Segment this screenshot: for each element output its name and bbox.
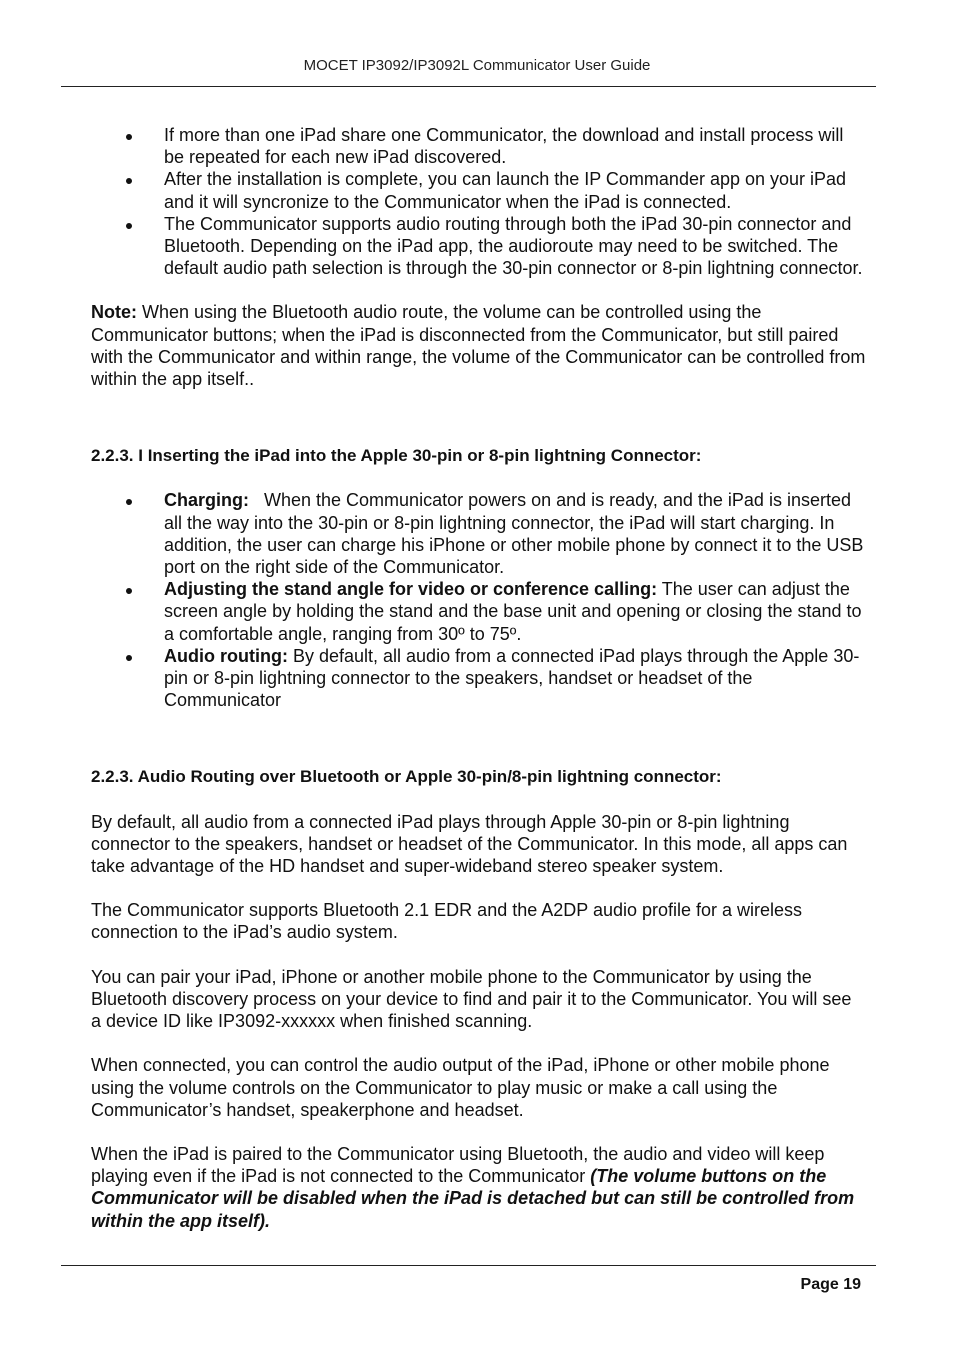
list-item xyxy=(91,578,866,645)
section-heading-audio-routing: 2.2.3. Audio Routing over Bluetooth or Apple 30-pin/8-pin lightning connector: xyxy=(91,767,722,787)
document-header-title: MOCET IP3092/IP3092L Communicator User Guide xyxy=(303,57,651,74)
body-paragraph: The Communicator supports Bluetooth 2.1 EDR and the A2DP audio profile for a wireless connection to the iPad’s audio system. xyxy=(91,900,803,943)
note-text: When using the Bluetooth audio route, the volume can be controlled using the Communicator buttons; when the iPad is disconnected from the Communicator, but still paired with the Communicator and within range, the volume of the Communicator can be controlled from within the app itself.. xyxy=(91,302,866,390)
section-heading-inserting: 2.2.3. I Inserting the iPad into the Apple 30-pin or 8-pin lightning Connector: xyxy=(91,446,702,466)
list-item: After the installation is complete, you can launch the IP Commander app on your iPad and it will syncronize to the Communicator when the iPad is connected. xyxy=(91,168,866,212)
item-text: When the Communicator powers on and is ready, and the iPad is inserted all the way into the 30-pin or 8-pin lightning connector, the iPad will start charging. In addition, the user can charge his iPhone or other mobile phone by connect it to the USB port on the right side of the Communicator. xyxy=(164,490,869,578)
paragraph-text: When the iPad is paired to the Communicator using Bluetooth, the audio and video will keep playing even if the iPad is not connected to the Communicator xyxy=(91,1143,825,1187)
page-number: Page 19 xyxy=(800,1276,861,1293)
note-label: Note: xyxy=(91,302,137,323)
body-paragraph: By default, all audio from a connected iPad plays through Apple 30-pin or 8-pin lightning connector to the speakers, handset or headset of the Communicator. In this mode, all apps can take advantage of the HD handset and super-wideband stereo speaker system. xyxy=(91,811,848,877)
inserting-bullet-list xyxy=(91,489,869,711)
header-rule xyxy=(61,86,876,87)
body-paragraph: You can pair your iPad, iPhone or another mobile phone to the Communicator by using the Bluetooth discovery process on your device to find and pair it to the Communicator. You will see a device ID like IP3092-xxxxxx when finished scanning. xyxy=(91,966,852,1032)
body-paragraph: When connected, you can control the audio output of the iPad, iPhone or other mobile phone using the volume controls on the Communicator to play music or make a call using the Communicator’s handset, speakerphone and headset. xyxy=(91,1055,830,1120)
note-paragraph xyxy=(91,301,866,390)
body-paragraph xyxy=(91,1143,866,1232)
emphasis-text: (The volume buttons on the Communicator will be disabled when the iPad is detached but can still be controlled from within the app itself). xyxy=(91,1166,855,1231)
list-item: The Communicator supports audio routing through both the iPad 30-pin connector and Bluetooth. Depending on the iPad app, the audioroute may need to be switched. The default audio path selection is through the 30-pin connector or 8-pin lightning connector. xyxy=(91,213,866,280)
list-item xyxy=(91,489,869,578)
page-body xyxy=(91,124,869,1232)
item-text: By default, all audio from a connected iPad plays through the Apple 30-pin or 8-pin lightning connector to the speakers, handset or headset of the Communicator xyxy=(164,645,860,711)
item-text: The user can adjust the screen angle by holding the stand and the base unit and opening or closing the stand to a comfortable angle, ranging from 30º to 75º. xyxy=(164,579,862,644)
item-label: Adjusting the stand angle for video or conference calling: xyxy=(164,579,658,600)
list-item: If more than one iPad share one Communicator, the download and install process will be repeated for each new iPad discovered. xyxy=(91,124,866,168)
item-label: Charging: xyxy=(164,490,249,511)
item-label: Audio routing: xyxy=(164,645,288,666)
intro-bullet-list xyxy=(91,124,866,279)
footer-rule xyxy=(61,1265,876,1266)
list-item xyxy=(91,645,866,712)
